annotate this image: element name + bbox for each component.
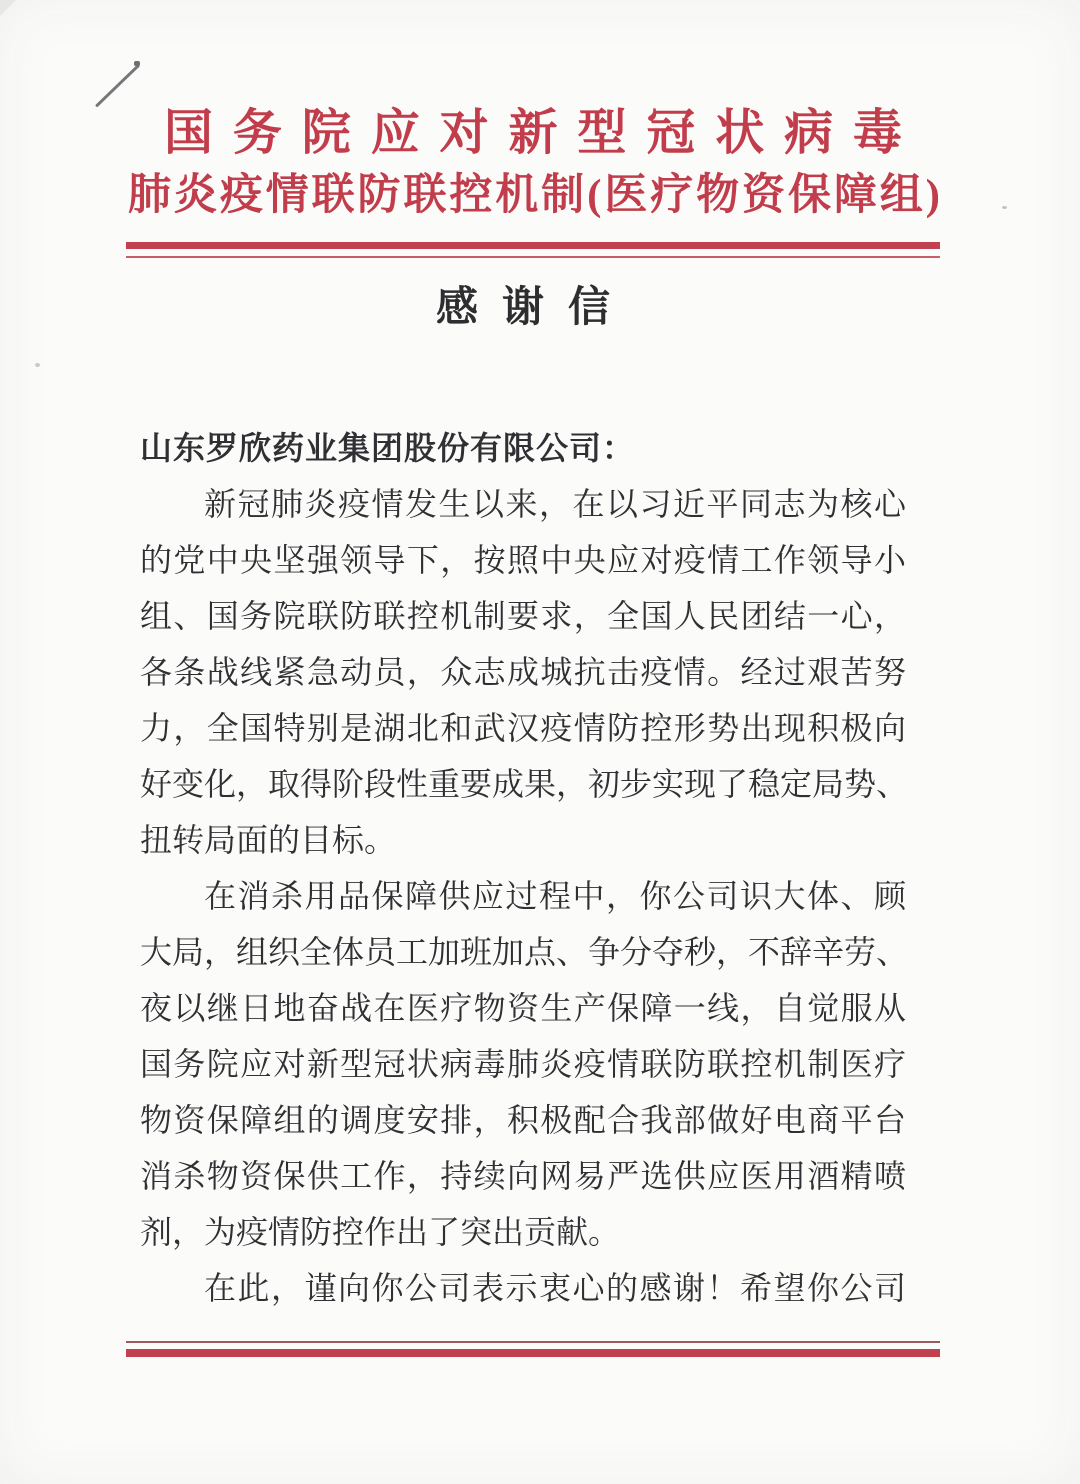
footer-rule-thick	[126, 1349, 940, 1357]
letterhead	[128, 102, 940, 228]
letter-title: 感谢信	[435, 285, 634, 331]
pen-scribble-tip	[134, 61, 140, 66]
body-line: 组、国务院联防联控机制要求，全国人民团结一心，	[140, 598, 906, 634]
body-line: 剂，为疫情防控作出了突出贡献。	[140, 1214, 621, 1250]
header-rule-thin	[126, 256, 940, 258]
recipient-salutation: 山东罗欣药业集团股份有限公司：	[140, 430, 636, 466]
body-line: 好变化，取得阶段性重要成果，初步实现了稳定局势、	[140, 766, 909, 802]
paragraph-1	[140, 476, 909, 868]
letterhead-line-1: 国务院应对新型冠状病毒	[164, 105, 904, 160]
footer-rule-thin	[126, 1341, 940, 1343]
paragraph-2	[140, 868, 909, 1260]
body-line: 各条战线紧急动员，众志成城抗击疫情。经过艰苦努	[140, 654, 906, 690]
body-line: 消杀物资保供工作，持续向网易严选供应医用酒精喷	[140, 1158, 906, 1194]
scan-corner-shade	[0, 0, 16, 16]
letter-body	[140, 420, 909, 1316]
scan-speck	[35, 363, 40, 367]
body-line: 国务院应对新型冠状病毒肺炎疫情联防联控机制医疗	[140, 1046, 906, 1082]
body-line: 新冠肺炎疫情发生以来，在以习近平同志为核心	[204, 486, 906, 522]
paragraph-3	[140, 1260, 906, 1316]
pen-scribble-artifact	[95, 64, 140, 108]
body-line: 扭转局面的目标。	[140, 822, 397, 858]
header-rule-thick	[126, 242, 940, 249]
letterhead-line-2: 肺炎疫情联防联控机制(医疗物资保障组)	[128, 172, 940, 219]
body-line: 物资保障组的调度安排，积极配合我部做好电商平台	[140, 1102, 906, 1138]
scan-speck	[1002, 206, 1007, 209]
body-line: 大局，组织全体员工加班加点、争分夺秒，不辞辛劳、	[140, 934, 909, 970]
body-line: 夜以继日地奋战在医疗物资生产保障一线，自觉服从	[140, 990, 906, 1026]
body-line: 力，全国特别是湖北和武汉疫情防控形势出现积极向	[140, 710, 906, 746]
body-line: 的党中央坚强领导下，按照中央应对疫情工作领导小	[140, 542, 906, 578]
body-line: 在消杀用品保障供应过程中，你公司识大体、顾	[204, 878, 906, 914]
body-line: 在此，谨向你公司表示衷心的感谢！希望你公司	[204, 1270, 906, 1306]
